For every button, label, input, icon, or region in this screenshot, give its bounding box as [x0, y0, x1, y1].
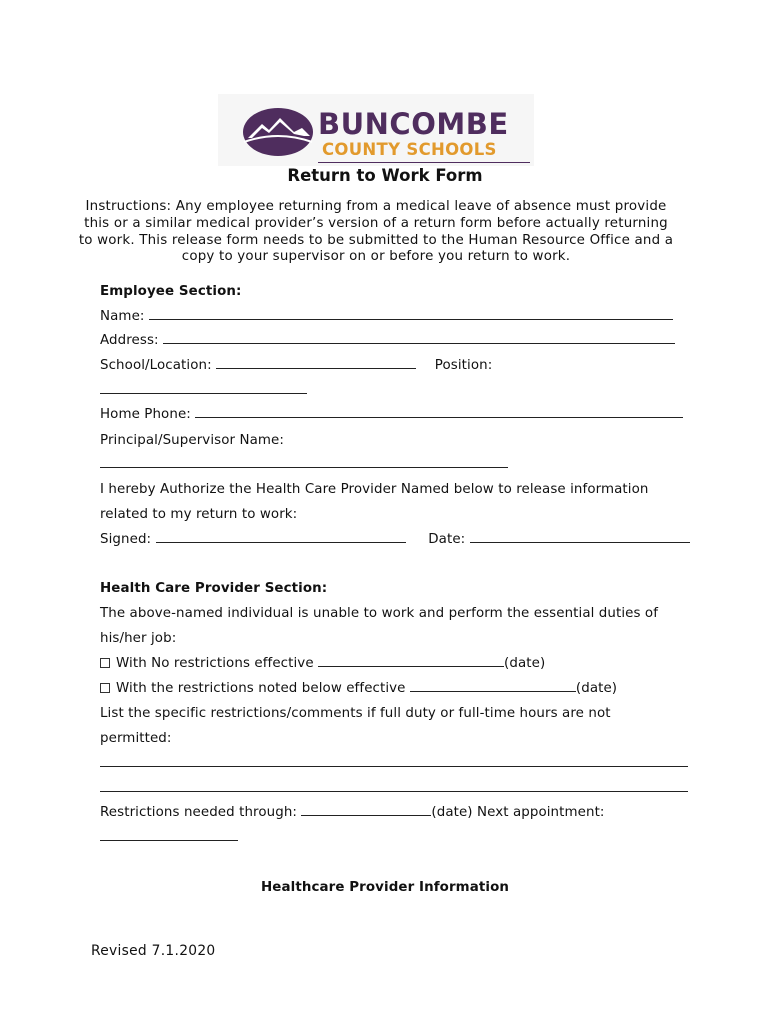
with-restrictions-checkbox[interactable]	[100, 683, 110, 693]
provider-statement-line2: his/her job:	[100, 631, 177, 646]
list-restrictions-line1: List the specific restrictions/comments if full duty or full-time hours are not	[100, 706, 611, 721]
position-row	[100, 382, 307, 399]
restrictions-through-row	[100, 804, 605, 821]
provider-section-heading: Health Care Provider Section:	[100, 581, 328, 596]
position-label: Position:	[434, 358, 493, 373]
logo-text-buncombe: BUNCOMBE	[318, 107, 509, 141]
authorize-text-line2: related to my return to work:	[100, 507, 298, 522]
home-phone-row	[100, 406, 683, 423]
provider-info-heading: Healthcare Provider Information	[261, 880, 509, 895]
address-label: Address:	[100, 333, 159, 348]
restrictions-comment-row-2	[100, 780, 688, 797]
no-restrictions-label: With No restrictions effective	[116, 656, 314, 671]
next-appointment-label: (date) Next appointment:	[431, 805, 605, 820]
restrictions-comment-field-2[interactable]	[100, 790, 688, 792]
no-restrictions-row	[100, 655, 545, 672]
address-row	[100, 332, 675, 349]
name-label: Name:	[100, 309, 145, 324]
authorize-text-line1: I hereby Authorize the Health Care Provider Named below to release information	[100, 482, 649, 497]
provider-statement-line1: The above-named individual is unable to work and perform the essential duties of	[100, 606, 659, 621]
form-title: Return to Work Form	[287, 166, 483, 185]
next-appointment-field[interactable]	[100, 839, 238, 841]
restrictions-through-date-field[interactable]	[301, 814, 431, 816]
principal-field[interactable]	[100, 466, 508, 468]
home-phone-label: Home Phone:	[100, 407, 191, 422]
position-field[interactable]	[100, 392, 307, 394]
signature-field[interactable]	[156, 541, 406, 543]
school-position-row	[100, 357, 492, 374]
restrictions-comment-field-1[interactable]	[100, 765, 688, 767]
list-restrictions-line2: permitted:	[100, 731, 172, 746]
date-label: Date:	[428, 532, 466, 547]
principal-label: Principal/Supervisor Name:	[100, 433, 284, 448]
employee-section-heading: Employee Section:	[100, 284, 242, 299]
mountain-logo-icon	[242, 106, 314, 158]
school-field[interactable]	[216, 367, 416, 369]
address-field[interactable]	[163, 342, 675, 344]
instructions-text: Instructions: Any employee returning from a medical leave of absence must provide this or a similar medical provider’s version of a return form before actually returning to work. This release form needs to be submitted to the Human Resource Office and a copy to your supervisor on or before you return to work.	[78, 199, 674, 265]
name-field[interactable]	[149, 318, 673, 320]
school-label: School/Location:	[100, 358, 212, 373]
school-logo	[218, 94, 534, 166]
restrictions-through-label: Restrictions needed through:	[100, 805, 298, 820]
signed-label: Signed:	[100, 532, 152, 547]
restrictions-comment-row-1	[100, 755, 688, 772]
logo-divider	[318, 162, 530, 163]
no-restrictions-date-field[interactable]	[318, 665, 504, 667]
logo-text-county-schools: COUNTY SCHOOLS	[322, 140, 497, 159]
no-restrictions-checkbox[interactable]	[100, 658, 110, 668]
principal-row	[100, 456, 508, 473]
date-field[interactable]	[470, 541, 690, 543]
next-appointment-row	[100, 829, 238, 846]
name-row	[100, 308, 673, 325]
home-phone-field[interactable]	[195, 416, 683, 418]
revised-date: Revised 7.1.2020	[91, 943, 216, 959]
with-restrictions-date-suffix: (date)	[575, 681, 618, 696]
no-restrictions-date-suffix: (date)	[504, 656, 546, 671]
with-restrictions-label: With the restrictions noted below effective	[116, 681, 406, 696]
signed-date-row	[100, 531, 690, 548]
with-restrictions-row	[100, 680, 617, 697]
with-restrictions-date-field[interactable]	[410, 690, 576, 692]
